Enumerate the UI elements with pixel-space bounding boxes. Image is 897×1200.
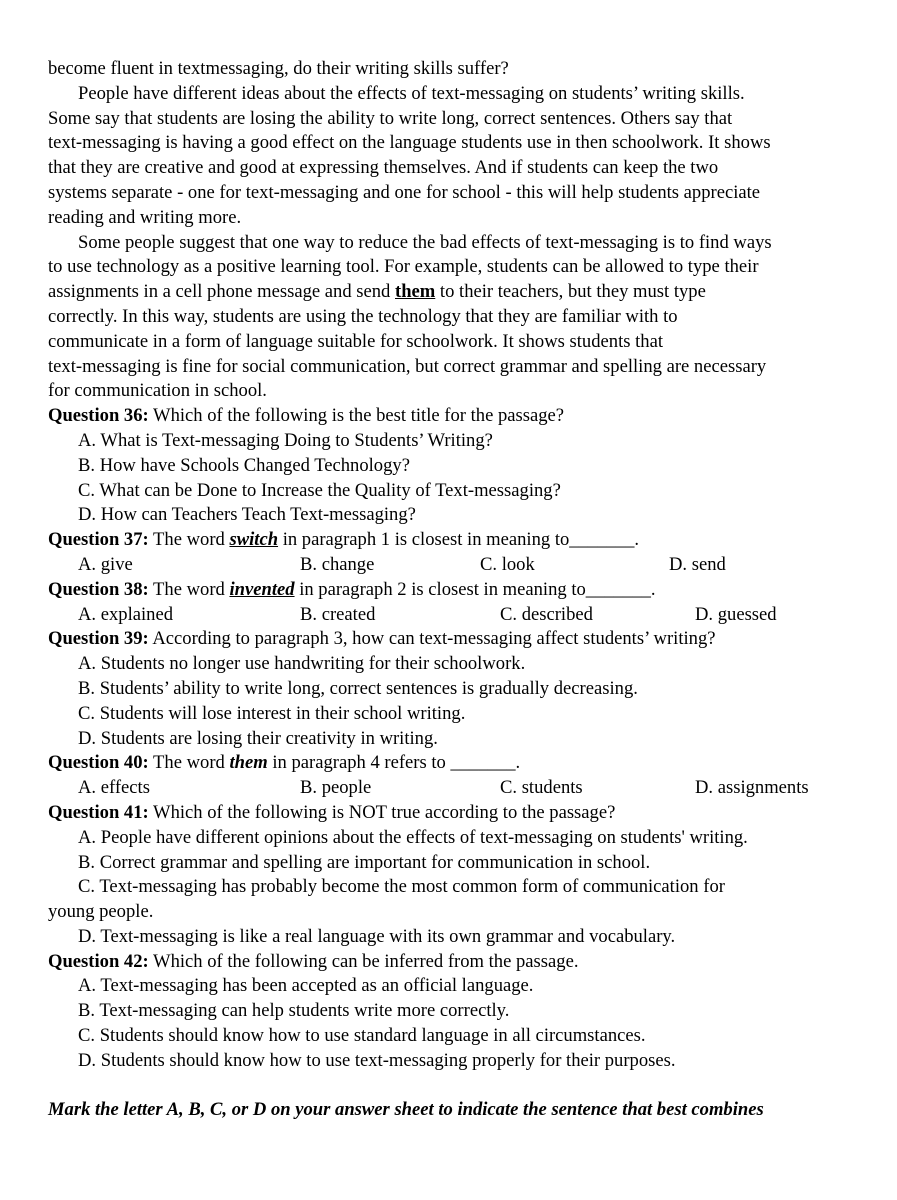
- options-row: [48, 603, 848, 628]
- passage-line: People have different ideas about the effects of text-messaging on students’ writing skills.: [78, 82, 745, 104]
- option-c: C. look: [480, 553, 535, 575]
- spacer: [48, 1074, 848, 1099]
- keyword: invented: [229, 578, 295, 600]
- passage-line: text-messaging is having a good effect on the language students use in then schoolwork. It shows: [48, 132, 771, 154]
- question-stem: [48, 751, 848, 776]
- question-text: According to paragraph 3, how can text-messaging affect students’ writing?: [148, 628, 716, 650]
- question-number: Question 42:: [48, 950, 149, 972]
- option-a: A. effects: [78, 777, 150, 799]
- option-a: A. What is Text-messaging Doing to Students’ Writing?: [78, 429, 493, 451]
- option-d: D. assignments: [695, 777, 809, 799]
- question-number: Question 39:: [48, 628, 149, 650]
- question-number: Question 36:: [48, 405, 149, 427]
- passage-line: Some say that students are losing the ability to write long, correct sentences. Others say that: [48, 107, 733, 129]
- passage-line: that they are creative and good at expressing themselves. And if students can keep the two: [48, 157, 719, 179]
- exam-page: [48, 57, 848, 1123]
- passage-line: communicate in a form of language suitable for schoolwork. It shows students that: [48, 330, 664, 352]
- option-b: B. Correct grammar and spelling are important for communication in school.: [78, 851, 651, 873]
- question-stem: [48, 528, 848, 553]
- option-c: C. described: [500, 603, 593, 625]
- paragraph-3: [48, 82, 848, 231]
- question-text: in paragraph 1 is closest in meaning to_______.: [278, 529, 640, 551]
- highlighted-word-them: them: [395, 281, 436, 303]
- passage-text: to their teachers, but they must type: [435, 281, 706, 303]
- question-stem: [48, 627, 848, 652]
- passage-line: Some people suggest that one way to reduce the bad effects of text-messaging is to find ways: [78, 231, 772, 253]
- option-b: B. Students’ ability to write long, correct sentences is gradually decreasing.: [78, 677, 638, 699]
- question-36: [48, 404, 848, 528]
- option-b: B. How have Schools Changed Technology?: [78, 454, 410, 476]
- keyword: switch: [229, 529, 279, 551]
- question-text: The word: [148, 752, 230, 774]
- option-d: D. How can Teachers Teach Text-messaging?: [78, 504, 416, 526]
- question-number: Question 41:: [48, 801, 149, 823]
- option-c: C. Text-messaging has probably become the most common form of communication for: [78, 876, 725, 898]
- option-a: A. give: [78, 553, 133, 575]
- passage-line: systems separate - one for text-messaging and one for school - this will help students appreciate: [48, 181, 761, 203]
- question-text: The word: [148, 578, 230, 600]
- question-stem: [48, 950, 848, 975]
- question-text: in paragraph 2 is closest in meaning to_______.: [294, 578, 656, 600]
- section-instruction: Mark the letter A, B, C, or D on your answer sheet to indicate the sentence that best combines: [48, 1099, 764, 1121]
- options-row: [48, 553, 848, 578]
- question-41: [48, 801, 848, 950]
- question-text: Which of the following can be inferred from the passage.: [148, 950, 579, 972]
- question-number: Question 37:: [48, 529, 149, 551]
- question-text: The word: [148, 529, 230, 551]
- question-37: [48, 528, 848, 578]
- paragraph-4: [48, 231, 848, 405]
- passage-line: text-messaging is fine for social communication, but correct grammar and spelling are necessary: [48, 355, 767, 377]
- options-row: [48, 776, 848, 801]
- option-d: D. Text-messaging is like a real language with its own grammar and vocabulary.: [78, 925, 676, 947]
- passage-line: reading and writing more.: [48, 206, 242, 228]
- question-text: Which of the following is NOT true according to the passage?: [148, 801, 616, 823]
- option-c: C. students: [500, 777, 583, 799]
- option-d: D. Students should know how to use text-messaging properly for their purposes.: [78, 1049, 676, 1071]
- question-text: in paragraph 4 refers to _______.: [267, 752, 521, 774]
- question-39: [48, 627, 848, 751]
- passage-line: become fluent in textmessaging, do their writing skills suffer?: [48, 58, 509, 79]
- keyword: them: [229, 752, 268, 774]
- option-a: A. People have different opinions about the effects of text-messaging on students' writing.: [78, 826, 748, 848]
- passage-line: to use technology as a positive learning tool. For example, students can be allowed to type their: [48, 256, 759, 278]
- question-text: Which of the following is the best title for the passage?: [148, 405, 565, 427]
- passage-line: [48, 280, 848, 305]
- option-a: A. explained: [78, 603, 174, 625]
- option-b: B. change: [300, 553, 375, 575]
- option-c: C. What can be Done to Increase the Quality of Text-messaging?: [78, 479, 561, 501]
- option-c: C. Students will lose interest in their school writing.: [78, 702, 466, 724]
- passage-text: assignments in a cell phone message and send: [48, 281, 395, 303]
- option-b: B. Text-messaging can help students write more correctly.: [78, 1000, 510, 1022]
- question-stem: [48, 578, 848, 603]
- option-c-continued: young people.: [48, 901, 154, 923]
- question-38: [48, 578, 848, 628]
- option-a: A. Students no longer use handwriting for their schoolwork.: [78, 653, 526, 675]
- question-number: Question 38:: [48, 578, 149, 600]
- option-d: D. send: [669, 553, 726, 575]
- option-d: D. guessed: [695, 603, 777, 625]
- option-b: B. people: [300, 777, 372, 799]
- question-40: [48, 751, 848, 801]
- passage-line: correctly. In this way, students are using the technology that they are familiar with to: [48, 305, 678, 327]
- passage-line: for communication in school.: [48, 380, 267, 402]
- option-b: B. created: [300, 603, 376, 625]
- option-a: A. Text-messaging has been accepted as an official language.: [78, 975, 534, 997]
- question-stem: [48, 801, 848, 826]
- question-number: Question 40:: [48, 752, 149, 774]
- option-d: D. Students are losing their creativity in writing.: [78, 727, 438, 749]
- question-42: [48, 950, 848, 1074]
- question-stem: [48, 404, 848, 429]
- option-c: C. Students should know how to use standard language in all circumstances.: [78, 1025, 646, 1047]
